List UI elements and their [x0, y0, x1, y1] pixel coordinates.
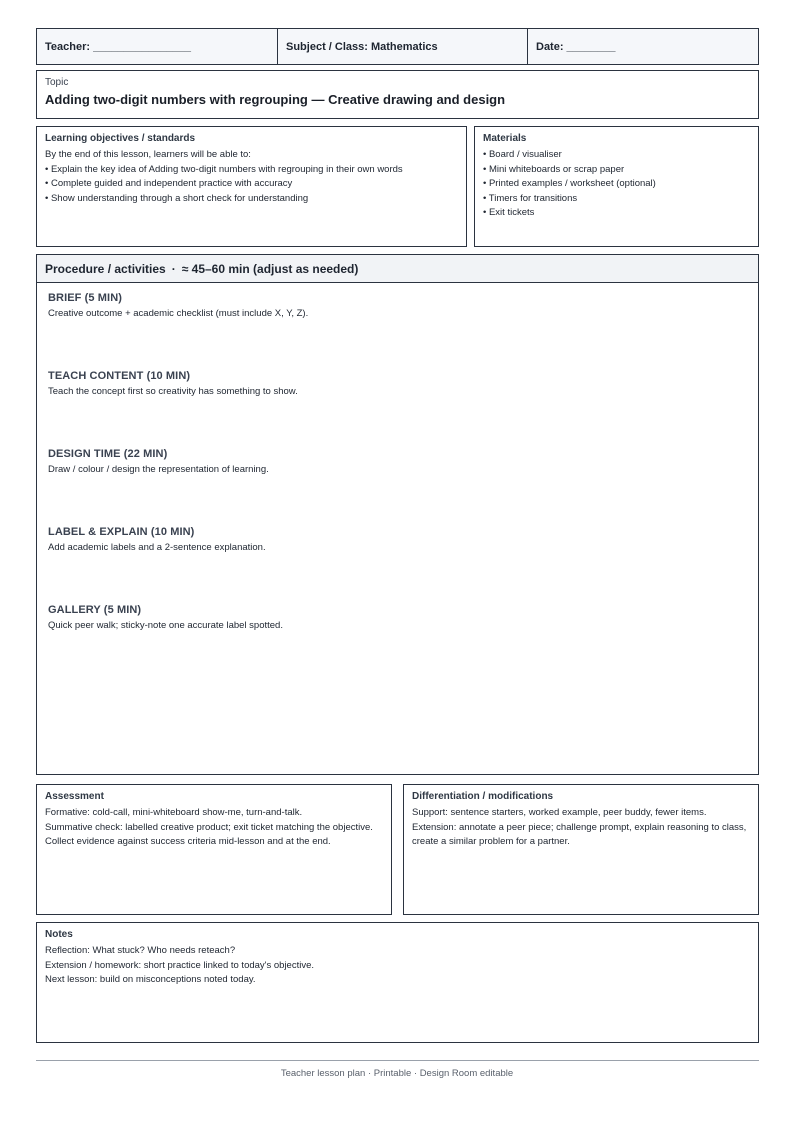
objectives-label: Learning objectives / standards — [45, 133, 196, 144]
procedure-step — [48, 370, 298, 397]
differentiation-label: Differentiation / modifications — [412, 791, 554, 802]
objectives-box — [36, 126, 467, 247]
notes-line[interactable]: Reflection: What stuck? Who needs reteach? — [45, 945, 236, 956]
footer-divider — [36, 1060, 759, 1061]
differentiation-box — [403, 784, 759, 915]
topic-title[interactable]: Adding two-digit numbers with regrouping — Creative drawing and design — [45, 92, 506, 107]
procedure-duration: ≈ 45–60 min (adjust as needed) — [181, 261, 359, 276]
assessment-text — [45, 806, 383, 850]
procedure-header — [37, 255, 758, 283]
objectives-list — [45, 163, 458, 207]
step-title[interactable]: DESIGN TIME (22 MIN) — [48, 448, 168, 460]
step-description[interactable]: Draw / colour / design the representation of learning. — [48, 464, 269, 475]
step-title[interactable]: LABEL & EXPLAIN (10 MIN) — [48, 526, 195, 538]
procedure-separator: · — [171, 261, 176, 276]
step-title[interactable]: BRIEF (5 MIN) — [48, 292, 123, 304]
materials-label: Materials — [483, 133, 527, 144]
notes-text — [45, 944, 750, 988]
procedure-step — [48, 604, 283, 631]
notes-line[interactable]: Extension / homework: short practice linked to today's objective. — [45, 959, 315, 971]
assessment-box — [36, 784, 392, 915]
material-item[interactable]: • Exit tickets — [483, 207, 535, 218]
procedure-step — [48, 292, 308, 319]
date-field[interactable]: Date: ________ — [527, 29, 758, 64]
assessment-line[interactable]: Summative check: labelled creative product; exit ticket matching the objective. — [45, 821, 373, 833]
notes-box — [36, 922, 759, 1043]
step-title[interactable]: GALLERY (5 MIN) — [48, 604, 142, 616]
procedure-step — [48, 526, 266, 553]
header-row — [36, 28, 759, 65]
topic-label: Topic — [45, 77, 69, 88]
step-description[interactable]: Quick peer walk; sticky-note one accurate label spotted. — [48, 620, 283, 631]
step-title[interactable]: TEACH CONTENT (10 MIN) — [48, 370, 191, 382]
objectives-intro[interactable]: By the end of this lesson, learners will be able to: — [45, 149, 251, 160]
notes-line[interactable]: Next lesson: build on misconceptions noted today. — [45, 974, 256, 985]
materials-list — [483, 148, 750, 221]
differentiation-line[interactable]: Support: sentence starters, worked example, peer buddy, fewer items. — [412, 807, 707, 818]
procedure-box — [36, 254, 759, 775]
assessment-line[interactable]: Collect evidence against success criteria mid-lesson and at the end. — [45, 836, 331, 847]
material-item[interactable]: • Printed examples / worksheet (optional) — [483, 178, 656, 189]
objective-item[interactable]: • Show understanding through a short check for understanding — [45, 192, 309, 204]
subject-class-field[interactable]: Subject / Class: Mathematics — [277, 29, 527, 64]
procedure-step — [48, 448, 269, 475]
differentiation-line[interactable]: Extension: annotate a peer piece; challenge prompt, explain reasoning to class, create a similar problem for a partner. — [412, 821, 747, 847]
step-description[interactable]: Add academic labels and a 2-sentence explanation. — [48, 542, 266, 553]
assessment-line[interactable]: Formative: cold-call, mini-whiteboard show-me, turn-and-talk. — [45, 807, 303, 818]
assessment-label: Assessment — [45, 791, 104, 802]
step-description[interactable]: Creative outcome + academic checklist (must include X, Y, Z). — [48, 308, 309, 319]
materials-box — [474, 126, 759, 247]
teacher-field[interactable]: Teacher: ________________ — [45, 40, 191, 53]
material-item[interactable]: • Board / visualiser — [483, 149, 562, 160]
objective-item[interactable]: • Explain the key idea of Adding two-digit numbers with regrouping in their own words — [45, 163, 403, 175]
material-item[interactable]: • Mini whiteboards or scrap paper — [483, 163, 625, 175]
step-description[interactable]: Teach the concept first so creativity has something to show. — [48, 386, 298, 397]
footer-text: Teacher lesson plan · Printable · Design Room editable — [280, 1068, 514, 1079]
differentiation-text — [412, 806, 750, 850]
topic-box — [36, 70, 759, 119]
notes-label: Notes — [45, 929, 73, 940]
material-item[interactable]: • Timers for transitions — [483, 192, 578, 204]
procedure-title: Procedure / activities — [45, 261, 166, 276]
objective-item[interactable]: • Complete guided and independent practice with accuracy — [45, 178, 293, 189]
